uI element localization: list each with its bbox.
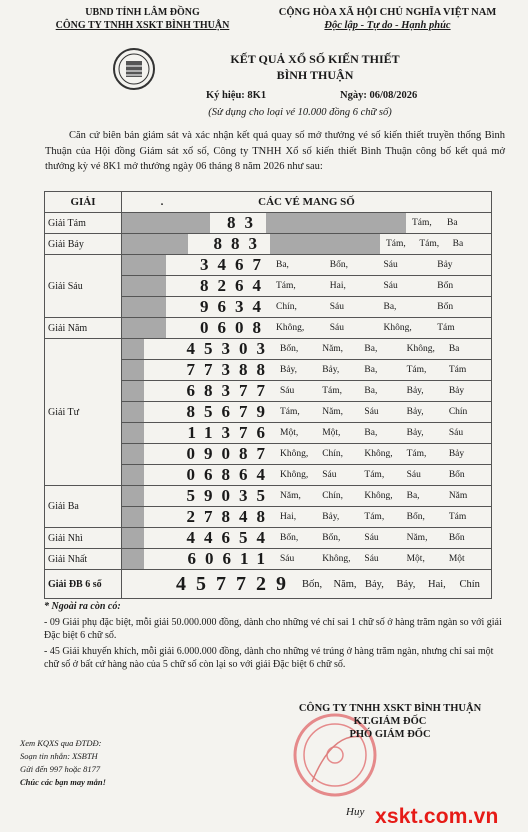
- digit-word: Một,: [406, 554, 425, 564]
- col-prize-header: GIẢI: [45, 192, 122, 213]
- digit-word: Bốn: [448, 533, 465, 543]
- ticket-usage-note: (Sử dụng cho loại vé 10.000 đồng 6 chữ số): [208, 107, 392, 118]
- number-in-words: [280, 470, 491, 480]
- results-table: [44, 191, 492, 599]
- digit-word: Không,: [280, 449, 309, 459]
- digit-word: Tám,: [322, 386, 342, 396]
- title-line1: KẾT QUẢ XỔ SỐ KIẾN THIẾT: [230, 52, 400, 66]
- issuer-province: UBND TỈNH LÂM ĐỒNG: [85, 7, 200, 18]
- col-numbers-header: [122, 192, 492, 213]
- digit-word: Không,: [276, 323, 305, 333]
- number-in-words: [280, 407, 491, 417]
- digit-word: Sáu: [364, 533, 379, 543]
- prize-name: Giải ĐB 6 số: [45, 570, 122, 599]
- digit-word: Bảy,: [406, 407, 424, 417]
- digit-word: Tám,: [276, 281, 296, 291]
- digit-word: Chín,: [322, 491, 344, 501]
- digit-word: Bảy,: [280, 365, 298, 375]
- digit-word: Một: [448, 554, 465, 564]
- digit-word: Tám,: [386, 239, 406, 249]
- prize-name: Giải Tám: [45, 213, 122, 234]
- digit-word: Bốn,: [280, 344, 299, 354]
- ky-hieu: Ký hiệu: 8K1: [206, 90, 267, 101]
- digit-word: Năm,: [322, 344, 344, 354]
- sms-line-2: Soạn tin nhắn: XSBTH: [20, 751, 98, 761]
- number-in-words: [276, 260, 491, 270]
- sms-line-1: Xem KQXS qua ĐTDĐ:: [20, 738, 102, 748]
- winning-number: 68377: [186, 381, 274, 400]
- result-row: [45, 234, 492, 255]
- digit-word: Chín: [459, 578, 480, 590]
- digit-word: Tám,: [364, 470, 385, 480]
- digit-word: Sáu: [383, 260, 398, 270]
- digit-word: Tám,: [364, 512, 385, 522]
- additional-prizes: [44, 600, 504, 674]
- masked-area: [270, 234, 380, 254]
- sign-company: CÔNG TY TNHH XSKT BÌNH THUẬN: [298, 703, 482, 714]
- issuer-company: CÔNG TY TNHH XSKT BÌNH THUẬN: [55, 20, 230, 31]
- masked-area: [122, 234, 188, 254]
- digit-word: Năm,: [333, 578, 357, 590]
- digit-word: Không,: [383, 323, 412, 333]
- sign-role-1: KT.GIÁM ĐỐC: [353, 716, 427, 727]
- winning-number: 27848: [186, 507, 274, 526]
- title-line2: BÌNH THUẬN: [276, 68, 354, 82]
- digit-word: Tám: [437, 323, 455, 333]
- result-row: [45, 528, 492, 549]
- number-in-words: [280, 491, 491, 501]
- masked-area: [122, 360, 144, 380]
- masked-area: [122, 444, 144, 464]
- document-title: [170, 51, 460, 83]
- digit-word: Sáu: [364, 407, 379, 417]
- digit-word: Bốn,: [406, 512, 425, 522]
- masked-area: [122, 276, 166, 296]
- winning-number: 85679: [186, 402, 274, 421]
- digit-word: Một,: [322, 428, 341, 438]
- intro-paragraph: Căn cứ biên bản giám sát và xác nhận kết quả quay số mở thưởng vé số kiến thiết truyền thống Bình Thuận của Hội đồng Giám sát xổ số, Công ty TNHH Xổ số kiến thiết Bình Thuận công bố kết quả mở thưởng kỳ vé 8K1 mở thưởng ngày 06 tháng 8 năm 2026 như sau:: [45, 130, 505, 172]
- digit-word: Bảy: [437, 260, 453, 270]
- digit-word: Bảy: [448, 449, 465, 459]
- digit-word: Ba,: [364, 365, 378, 375]
- prize-name: Giải Bảy: [45, 234, 122, 255]
- digit-word: Ba: [447, 218, 458, 228]
- number-in-words: [302, 579, 491, 590]
- result-row: [45, 213, 492, 234]
- digit-word: Không,: [364, 491, 393, 501]
- masked-area: [266, 213, 406, 233]
- prize-name: Giải Nhất: [45, 549, 122, 570]
- digit-word: Không,: [322, 554, 351, 564]
- digit-word: Sáu: [322, 470, 337, 480]
- digit-word: Tám,: [406, 449, 427, 459]
- masked-area: [122, 318, 166, 338]
- digit-word: Chín: [448, 407, 468, 417]
- digit-word: Hai,: [329, 281, 346, 291]
- digit-word: Tám: [448, 365, 467, 375]
- winning-number: 77388: [186, 360, 274, 379]
- digit-word: Sáu: [383, 281, 398, 291]
- digit-word: Ba: [452, 239, 464, 249]
- sign-role-2: PHÓ GIÁM ĐỐC: [349, 729, 431, 740]
- digit-word: Bốn,: [280, 533, 299, 543]
- digit-word: Ba,: [364, 344, 378, 354]
- number-in-words: [276, 302, 491, 312]
- masked-area: [122, 255, 166, 275]
- prize-name: Giải Năm: [45, 318, 122, 339]
- site-watermark: xskt.com.vn: [375, 805, 499, 828]
- digit-word: Bốn: [437, 281, 454, 291]
- winning-number: 60611: [187, 549, 274, 568]
- digit-word: Hai,: [280, 512, 297, 522]
- winning-number: 44654: [186, 528, 274, 547]
- digit-word: Ba,: [364, 428, 378, 438]
- digit-word: Không,: [364, 449, 393, 459]
- digit-word: Bảy,: [406, 386, 424, 396]
- digit-word: Sáu: [364, 554, 379, 564]
- digit-word: Tám,: [412, 218, 432, 228]
- masked-area: [122, 381, 144, 401]
- masked-area: [122, 213, 210, 233]
- prize-name: Giải Tư: [45, 339, 122, 486]
- winning-number: 83: [227, 213, 262, 232]
- digit-word: Bảy: [448, 386, 465, 396]
- digit-word: Năm,: [322, 407, 344, 417]
- prize-name: Giải Nhì: [45, 528, 122, 549]
- special-prize-row: [45, 570, 492, 599]
- digit-word: Bốn: [448, 470, 465, 480]
- result-row: [45, 549, 492, 570]
- digit-word: Năm,: [406, 533, 428, 543]
- masked-area: [122, 486, 144, 506]
- digit-word: Không,: [280, 470, 309, 480]
- masked-area: [122, 528, 144, 548]
- notes-item-2: - 45 Giải khuyến khích, mỗi giải 6.000.000 đồng, dành cho những vé trúng ở hàng trăm ngàn, nhưng chỉ sai một chữ số ở bất cứ hàng nào của 5 chữ số còn lại so với giải Đặc biệt 6 chữ số.: [44, 645, 494, 670]
- winning-number: 06864: [186, 465, 274, 484]
- signature-block: [250, 702, 528, 741]
- digit-word: Bốn: [437, 302, 454, 312]
- national-header: [255, 6, 520, 32]
- result-row: [45, 486, 492, 507]
- number-in-words: [276, 281, 491, 291]
- notes-item-1: - 09 Giải phụ đặc biệt, mỗi giải 50.000.000 đồng, dành cho những vé chỉ sai 1 chữ số ở hàng trăm ngàn so với giải Đặc biệt 6 chữ số.: [44, 616, 502, 641]
- digit-word: Bốn,: [322, 533, 341, 543]
- digit-word: Sáu: [280, 554, 295, 564]
- number-in-words: [276, 323, 491, 333]
- digit-word: Năm,: [280, 491, 301, 501]
- digit-word: Năm: [448, 491, 468, 501]
- winning-number: 59035: [186, 486, 274, 505]
- result-row: [45, 318, 492, 339]
- digit-word: Hai,: [428, 578, 446, 590]
- number-in-words: [412, 218, 482, 228]
- winning-number: 8264: [200, 276, 270, 295]
- digit-word: Sáu: [448, 428, 464, 438]
- digit-word: Sáu: [406, 470, 421, 480]
- number-in-words: [280, 365, 491, 375]
- sms-line-3: Gửi đến 997 hoặc 8177: [20, 764, 101, 774]
- masked-area: [122, 549, 144, 569]
- digit-word: Ba: [448, 344, 460, 354]
- issuer-header: [30, 6, 255, 32]
- digit-word: Ba,: [383, 302, 397, 312]
- number-in-words: [280, 554, 491, 564]
- notes-heading: * Ngoài ra còn có:: [44, 601, 121, 612]
- digit-word: Bốn,: [302, 578, 323, 590]
- digit-word: Bảy,: [396, 578, 416, 590]
- masked-area: [122, 465, 144, 485]
- digit-word: Bốn,: [329, 260, 348, 270]
- sms-info: [20, 737, 106, 789]
- prize-name: Giải Sáu: [45, 255, 122, 318]
- col-numbers-title: CÁC VÉ MANG SỐ: [258, 196, 355, 208]
- digit-word: Bảy,: [365, 578, 384, 590]
- winning-number: 45303: [186, 339, 274, 358]
- winning-number: 09087: [186, 444, 274, 463]
- digit-word: Sáu: [280, 386, 295, 396]
- winning-number: 11376: [187, 423, 274, 442]
- digit-word: Một,: [280, 428, 299, 438]
- digit-word: Tám,: [406, 365, 427, 375]
- digit-word: Sáu: [329, 323, 344, 333]
- digit-word: Không,: [406, 344, 435, 354]
- digit-word: Tám: [448, 512, 467, 522]
- digit-word: Ba,: [364, 386, 378, 396]
- national-title: CỘNG HÒA XÃ HỘI CHỦ NGHĨA VIỆT NAM: [278, 7, 497, 18]
- sms-line-4: Chúc các bạn may mắn!: [20, 777, 106, 787]
- winning-number: 9634: [200, 297, 270, 316]
- company-logo-icon: [112, 47, 156, 91]
- winning-number: 3467: [200, 255, 270, 274]
- number-in-words: [386, 239, 486, 249]
- number-in-words: [280, 344, 491, 354]
- digit-word: Bảy,: [322, 512, 340, 522]
- masked-area: [122, 339, 144, 359]
- digit-word: Bảy,: [406, 428, 424, 438]
- masked-area: [122, 297, 166, 317]
- digit-word: Tám,: [280, 407, 300, 417]
- digit-word: Chín,: [276, 302, 297, 312]
- masked-area: [122, 507, 144, 527]
- digit-word: Chín,: [322, 449, 344, 459]
- result-row: [45, 339, 492, 360]
- masked-area: [122, 402, 144, 422]
- number-in-words: [280, 428, 491, 438]
- digit-word: Tám,: [419, 239, 440, 249]
- result-row: [45, 255, 492, 276]
- digit-word: Ba,: [276, 260, 289, 270]
- signer-name: Huy: [346, 806, 365, 818]
- national-motto: Độc lập - Tự do - Hạnh phúc: [324, 20, 451, 31]
- prize-name: Giải Ba: [45, 486, 122, 528]
- winning-number: 457729: [176, 572, 296, 595]
- winning-number: 883: [213, 234, 266, 253]
- draw-date: Ngày: 06/08/2026: [340, 90, 418, 101]
- digit-word: Ba,: [406, 491, 420, 501]
- number-in-words: [280, 533, 491, 543]
- digit-word: Sáu: [329, 302, 344, 312]
- number-in-words: [280, 386, 491, 396]
- number-in-words: [280, 512, 491, 522]
- winning-number: 0608: [200, 318, 270, 337]
- digit-word: Bảy,: [322, 365, 340, 375]
- col-dot: .: [160, 196, 164, 208]
- number-in-words: [280, 449, 491, 459]
- masked-area: [122, 423, 144, 443]
